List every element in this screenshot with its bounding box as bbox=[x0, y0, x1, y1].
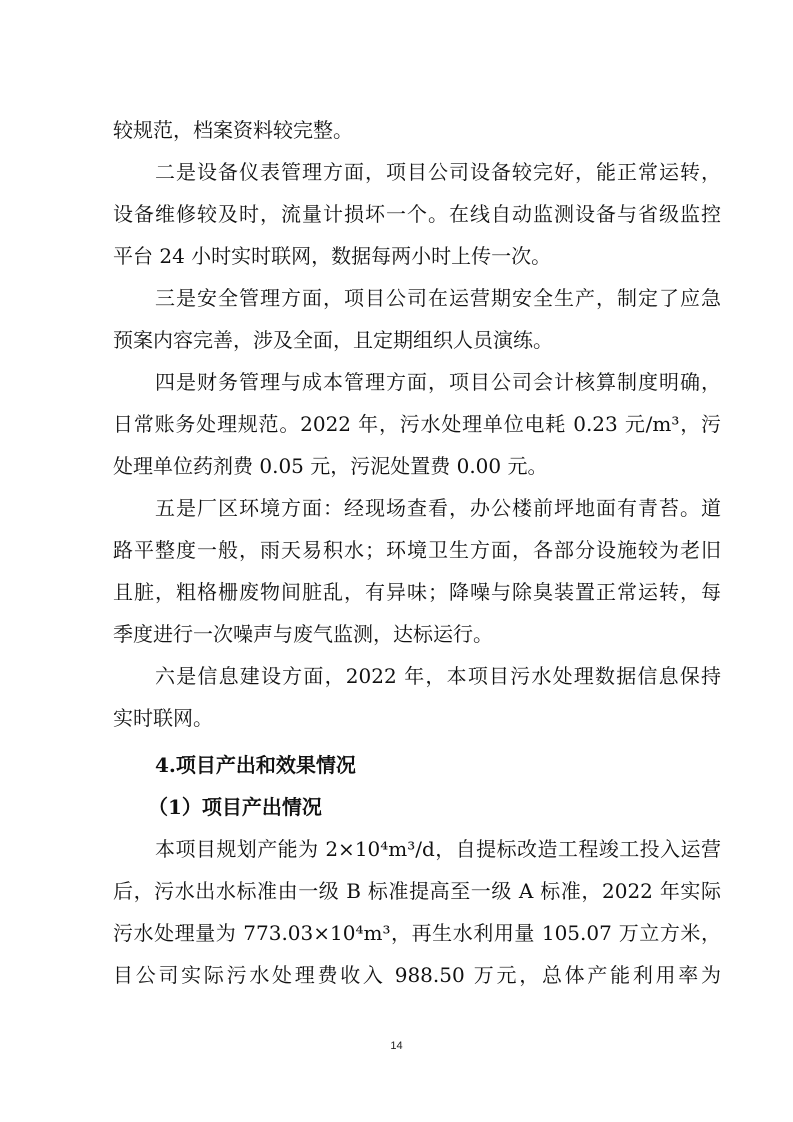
paragraph-information bbox=[113, 655, 721, 739]
paragraph-line: 日常账务处理规范。2022 年，污水处理单位电耗 0.23 元/m³，污 bbox=[113, 412, 721, 436]
page-number: 14 bbox=[390, 1040, 403, 1052]
paragraph-line: 后，污水出水标准由一级 B 标准提高至一级 A 标准，2022 年实际 bbox=[113, 879, 721, 903]
paragraph-line: 三是安全管理方面，项目公司在运营期安全生产，制定了应急 bbox=[155, 286, 721, 310]
paragraph-output bbox=[113, 828, 721, 996]
paragraph-line: 平台 24 小时实时联网，数据每两小时上传一次。 bbox=[113, 244, 552, 268]
paragraph-line: 本项目规划产能为 2×10⁴m³/d，自提标改造工程竣工投入运营 bbox=[155, 837, 721, 861]
paragraph-line: 且脏，粗格栅废物间脏乱，有异味；降噪与除臭装置正常运转，每 bbox=[113, 580, 721, 604]
paragraph-line: 污水处理量为 773.03×10⁴m³，再生水利用量 105.07 万立方米， bbox=[113, 921, 721, 945]
document-body bbox=[113, 109, 721, 996]
paragraph-archive bbox=[113, 109, 721, 151]
paragraph-environment bbox=[113, 487, 721, 655]
paragraph-line: 二是设备仪表管理方面，项目公司设备较完好，能正常运转， bbox=[155, 160, 721, 184]
paragraph-line: 设备维修较及时，流量计损坏一个。在线自动监测设备与省级监控 bbox=[113, 202, 721, 226]
paragraph-line: 季度进行一次噪声与废气监测，达标运行。 bbox=[113, 622, 493, 646]
paragraph-line: 预案内容完善，涉及全面，且定期组织人员演练。 bbox=[113, 328, 553, 352]
paragraph-line: 路平整度一般，雨天易积水；环境卫生方面，各部分设施较为老旧 bbox=[113, 538, 721, 562]
paragraph-line: 五是厂区环境方面：经现场查看，办公楼前坪地面有青苔。道 bbox=[155, 496, 721, 520]
paragraph-line: 四是财务管理与成本管理方面，项目公司会计核算制度明确， bbox=[155, 370, 721, 394]
section-heading: 4.项目产出和效果情况 bbox=[155, 753, 356, 777]
paragraph-line: 目公司实际污水处理费收入 988.50 万元，总体产能利用率为 bbox=[113, 963, 721, 987]
paragraph-safety bbox=[113, 277, 721, 361]
paragraph-line: 处理单位药剂费 0.05 元，污泥处置费 0.00 元。 bbox=[113, 454, 548, 478]
paragraph-finance bbox=[113, 361, 721, 487]
paragraph-line: 六是信息建设方面，2022 年，本项目污水处理数据信息保持 bbox=[155, 664, 721, 688]
paragraph-equipment bbox=[113, 151, 721, 277]
paragraph-line: 实时联网。 bbox=[113, 706, 213, 730]
subsection-heading: （1）项目产出情况 bbox=[148, 795, 322, 819]
paragraph-line: 较规范，档案资料较完整。 bbox=[113, 118, 353, 142]
